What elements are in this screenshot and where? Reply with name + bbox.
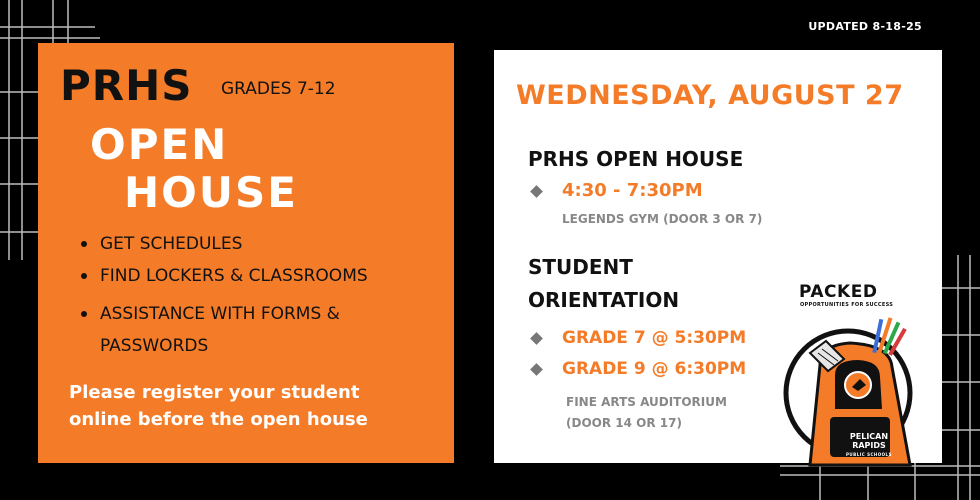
open-house-heading: PRHS OPEN HOUSE <box>528 147 744 171</box>
orientation-location-line-1: FINE ARTS AUDITORIUM <box>566 395 727 409</box>
district-badge-line-1: PELICAN <box>849 432 889 441</box>
open-house-panel <box>38 43 454 463</box>
list-item: GET SCHEDULES <box>78 228 400 260</box>
grade-7-time: GRADE 7 @ 5:30PM <box>562 328 747 348</box>
district-badge <box>834 432 904 450</box>
open-house-time: 4:30 - 7:30PM <box>562 180 703 201</box>
event-date: WEDNESDAY, AUGUST 27 <box>516 80 904 111</box>
list-item: ASSISTANCE WITH FORMS & PASSWORDS <box>78 298 400 362</box>
grade-9-time: GRADE 9 @ 6:30PM <box>562 359 747 379</box>
diamond-bullet-icon <box>530 185 543 198</box>
diamond-bullet-icon <box>530 332 543 345</box>
list-item: FIND LOCKERS & CLASSROOMS <box>78 260 400 292</box>
diamond-bullet-icon <box>530 363 543 376</box>
district-badge-line-3: PUBLIC SCHOOLS <box>846 452 892 457</box>
feature-list <box>78 228 400 362</box>
district-badge-line-2: RAPIDS <box>852 441 886 450</box>
orientation-location-line-2: (DOOR 14 OR 17) <box>566 416 682 430</box>
updated-date: UPDATED 8-18-25 <box>808 20 922 33</box>
orientation-heading-line-2: ORIENTATION <box>528 288 680 312</box>
title-line-2: HOUSE <box>124 168 298 217</box>
title-line-1: OPEN <box>90 120 229 169</box>
packed-logo-text: PACKED <box>799 282 878 302</box>
register-note: Please register your student online before the open house <box>69 382 368 430</box>
school-name: PRHS <box>60 61 193 110</box>
orientation-heading-line-1: STUDENT <box>528 255 633 279</box>
open-house-location: LEGENDS GYM (DOOR 3 OR 7) <box>562 212 763 226</box>
grades-label: GRADES 7-12 <box>221 79 336 99</box>
packed-tagline: OPPORTUNITIES FOR SUCCESS <box>800 302 894 308</box>
